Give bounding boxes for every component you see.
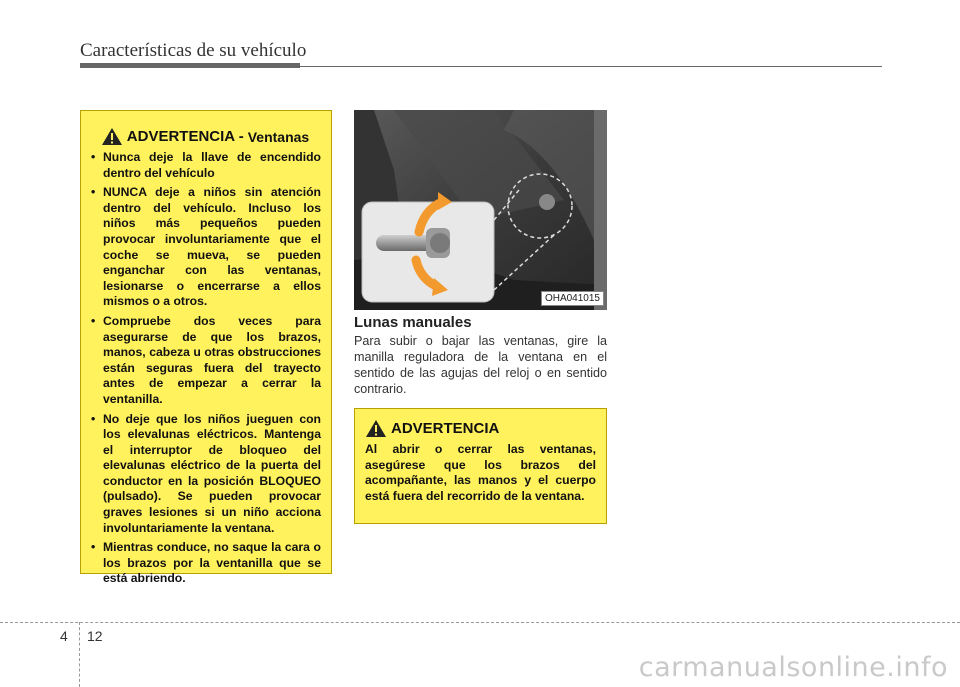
warning-item: • Nunca deje la llave de encendido dentro del vehículo bbox=[89, 150, 321, 181]
page-number: 12 bbox=[87, 628, 103, 644]
warning-list bbox=[89, 150, 321, 587]
warning-title: ADVERTENCIA bbox=[391, 420, 500, 437]
warning-header bbox=[89, 127, 321, 146]
door-panel-drawing bbox=[354, 110, 607, 310]
footer-rule bbox=[0, 622, 960, 623]
warning-title: ADVERTENCIA - bbox=[126, 128, 244, 145]
warning-triangle-icon bbox=[101, 127, 123, 146]
figure-label: OHA041015 bbox=[541, 291, 604, 306]
footer-divider bbox=[79, 622, 80, 687]
warning-item: • No deje que los niños jueguen con los elevalunas eléctricos. Mantenga el interruptor de bloqueo del elevalunas eléctrico de la puerta del conductor en la posición BLOQUEO (pulsado). Se pueden provocar graves lesiones si un niño acciona involuntariamente la ventana. bbox=[89, 412, 321, 537]
page-header-title: Características de su vehículo bbox=[80, 40, 307, 61]
warning-triangle-icon bbox=[365, 419, 387, 438]
warning-header bbox=[365, 419, 596, 438]
warning-body: Al abrir o cerrar las ventanas, asegúrese que los brazos del acompañante, las manos y el cuerpo está fuera del recorrido de la ventana. bbox=[365, 442, 596, 503]
section-title: Lunas manuales bbox=[354, 314, 472, 331]
warning-box-arms bbox=[354, 408, 607, 524]
warning-subtitle: Ventanas bbox=[247, 128, 310, 145]
header-rule bbox=[80, 66, 882, 67]
warning-item: • NUNCA deje a niños sin atención dentro del vehículo. Incluso los niños más pequeños pueden provocar involuntariamente que el coche se mueva, se pueden enganchar con las ventanas, lesionarse o encerrarse a ellos mismos o a otros. bbox=[89, 185, 321, 310]
watermark: carmanualsonline.info bbox=[638, 652, 948, 683]
window-crank-illustration bbox=[354, 110, 607, 310]
chapter-number: 4 bbox=[60, 628, 68, 644]
section-body: Para subir o bajar las ventanas, gire la manilla reguladora de la ventana en el sentido de las agujas del reloj o en sentido contrario. bbox=[354, 334, 607, 396]
warning-item: • Compruebe dos veces para asegurarse de que los brazos, manos, cabeza u otras obstrucciones están seguras fuera del trayecto antes de empezar a cerrar la ventanilla. bbox=[89, 314, 321, 408]
warning-item: • Mientras conduce, no saque la cara o los brazos por la ventanilla que se está abriendo. bbox=[89, 540, 321, 587]
warning-box-windows bbox=[80, 110, 332, 586]
